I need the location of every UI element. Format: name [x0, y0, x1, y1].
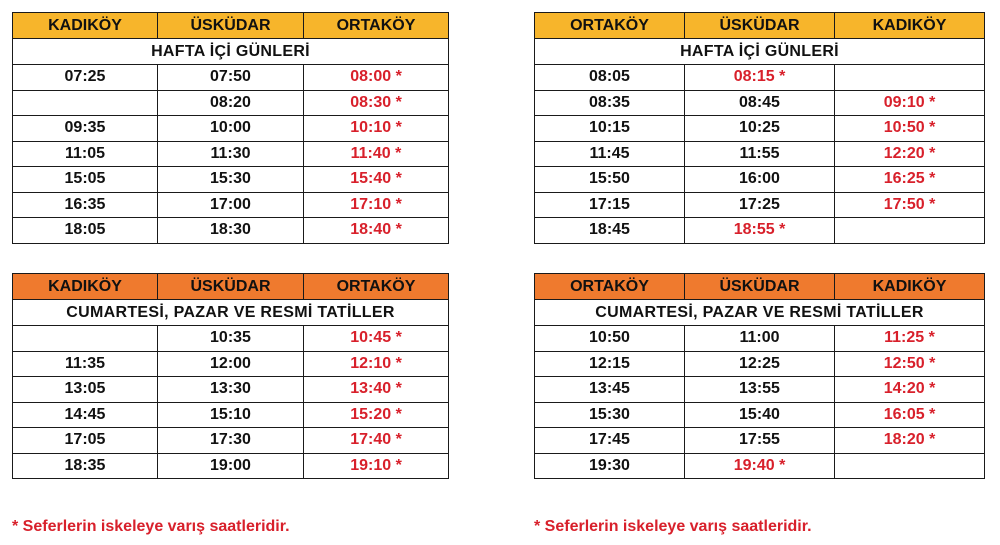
departure-time-cell: 19:00: [158, 453, 304, 479]
schedule-title: HAFTA İÇİ GÜNLERİ: [13, 39, 449, 65]
arrival-time-cell: 19:40 *: [685, 453, 835, 479]
arrival-time-cell: 15:20 *: [304, 402, 449, 428]
arrival-time-cell: 18:20 *: [835, 428, 985, 454]
departure-time-cell: 17:45: [535, 428, 685, 454]
departure-time-cell: [13, 90, 158, 116]
departure-time-cell: 17:30: [158, 428, 304, 454]
arrival-time-cell: 11:40 *: [304, 141, 449, 167]
arrival-footnote-left: * Seferlerin iskeleye varış saatleridir.: [12, 518, 290, 535]
weekend-ortakoy-kadikoy-table: [534, 273, 985, 479]
table-row: [535, 218, 985, 244]
arrival-time-cell: 10:50 *: [835, 116, 985, 142]
departure-time-cell: 07:50: [158, 65, 304, 91]
column-header: KADIKÖY: [13, 13, 158, 39]
departure-time-cell: 14:45: [13, 402, 158, 428]
departure-time-cell: 08:05: [535, 65, 685, 91]
departure-time-cell: 15:30: [535, 402, 685, 428]
table-row: [13, 90, 449, 116]
arrival-footnote-right: * Seferlerin iskeleye varış saatleridir.: [534, 518, 812, 535]
arrival-time-cell: 10:10 *: [304, 116, 449, 142]
departure-time-cell: 18:05: [13, 218, 158, 244]
arrival-time-cell: 08:00 *: [304, 65, 449, 91]
schedule-title: HAFTA İÇİ GÜNLERİ: [535, 39, 985, 65]
departure-time-cell: 07:25: [13, 65, 158, 91]
arrival-time-cell: 15:40 *: [304, 167, 449, 193]
departure-time-cell: 11:05: [13, 141, 158, 167]
departure-time-cell: 17:55: [685, 428, 835, 454]
arrival-time-cell: 12:20 *: [835, 141, 985, 167]
arrival-time-cell: 11:25 *: [835, 326, 985, 352]
header-row: [535, 13, 985, 39]
column-header: ORTAKÖY: [304, 13, 449, 39]
departure-time-cell: 15:10: [158, 402, 304, 428]
departure-time-cell: 11:45: [535, 141, 685, 167]
arrival-time-cell: 17:10 *: [304, 192, 449, 218]
table-row: [13, 167, 449, 193]
departure-time-cell: 08:35: [535, 90, 685, 116]
arrival-time-cell: 12:10 *: [304, 351, 449, 377]
column-header: ÜSKÜDAR: [685, 274, 835, 300]
departure-time-cell: 10:35: [158, 326, 304, 352]
arrival-time-cell: 09:10 *: [835, 90, 985, 116]
schedule-title: CUMARTESİ, PAZAR VE RESMİ TATİLLER: [13, 300, 449, 326]
table-row: [535, 453, 985, 479]
departure-time-cell: 08:45: [685, 90, 835, 116]
departure-time-cell: 10:50: [535, 326, 685, 352]
table-row: [535, 90, 985, 116]
arrival-time-cell: 08:15 *: [685, 65, 835, 91]
table-row: [535, 167, 985, 193]
departure-time-cell: [835, 453, 985, 479]
arrival-time-cell: 10:45 *: [304, 326, 449, 352]
table-row: [13, 402, 449, 428]
table-row: [13, 453, 449, 479]
arrival-time-cell: 14:20 *: [835, 377, 985, 403]
departure-time-cell: 13:55: [685, 377, 835, 403]
departure-time-cell: 17:25: [685, 192, 835, 218]
table-row: [535, 326, 985, 352]
header-row: [13, 274, 449, 300]
schedule-title-row: [13, 39, 449, 65]
arrival-time-cell: 19:10 *: [304, 453, 449, 479]
departure-time-cell: 12:00: [158, 351, 304, 377]
departure-time-cell: 15:50: [535, 167, 685, 193]
column-header: ÜSKÜDAR: [685, 13, 835, 39]
column-header: ÜSKÜDAR: [158, 13, 304, 39]
header-row: [535, 274, 985, 300]
table-row: [535, 351, 985, 377]
departure-time-cell: 17:05: [13, 428, 158, 454]
arrival-time-cell: 18:40 *: [304, 218, 449, 244]
departure-time-cell: [835, 65, 985, 91]
departure-time-cell: 13:05: [13, 377, 158, 403]
departure-time-cell: 11:35: [13, 351, 158, 377]
arrival-time-cell: 13:40 *: [304, 377, 449, 403]
table-row: [13, 428, 449, 454]
column-header: ORTAKÖY: [304, 274, 449, 300]
table-row: [13, 377, 449, 403]
table-row: [13, 65, 449, 91]
table-row: [13, 326, 449, 352]
table-row: [13, 351, 449, 377]
column-header: KADIKÖY: [835, 274, 985, 300]
weekend-kadikoy-ortakoy-table: [12, 273, 449, 479]
departure-time-cell: 13:45: [535, 377, 685, 403]
table-row: [13, 141, 449, 167]
schedule-title-row: [535, 39, 985, 65]
table-row: [13, 192, 449, 218]
departure-time-cell: 10:15: [535, 116, 685, 142]
departure-time-cell: 08:20: [158, 90, 304, 116]
column-header: ORTAKÖY: [535, 274, 685, 300]
departure-time-cell: 16:00: [685, 167, 835, 193]
column-header: KADIKÖY: [13, 274, 158, 300]
table-row: [535, 402, 985, 428]
schedule-title-row: [535, 300, 985, 326]
column-header: ÜSKÜDAR: [158, 274, 304, 300]
table-row: [535, 377, 985, 403]
arrival-time-cell: 18:55 *: [685, 218, 835, 244]
arrival-time-cell: 16:05 *: [835, 402, 985, 428]
departure-time-cell: 17:15: [535, 192, 685, 218]
departure-time-cell: 11:55: [685, 141, 835, 167]
table-row: [535, 116, 985, 142]
departure-time-cell: 12:25: [685, 351, 835, 377]
schedule-title: CUMARTESİ, PAZAR VE RESMİ TATİLLER: [535, 300, 985, 326]
arrival-time-cell: 08:30 *: [304, 90, 449, 116]
departure-time-cell: 16:35: [13, 192, 158, 218]
table-row: [535, 141, 985, 167]
table-row: [535, 65, 985, 91]
departure-time-cell: 11:30: [158, 141, 304, 167]
departure-time-cell: 18:45: [535, 218, 685, 244]
departure-time-cell: 09:35: [13, 116, 158, 142]
departure-time-cell: 10:25: [685, 116, 835, 142]
departure-time-cell: 18:35: [13, 453, 158, 479]
departure-time-cell: 15:05: [13, 167, 158, 193]
table-row: [535, 428, 985, 454]
arrival-time-cell: 17:40 *: [304, 428, 449, 454]
departure-time-cell: [835, 218, 985, 244]
weekday-kadikoy-ortakoy-table: [12, 12, 449, 244]
header-row: [13, 13, 449, 39]
departure-time-cell: 10:00: [158, 116, 304, 142]
departure-time-cell: 12:15: [535, 351, 685, 377]
weekday-ortakoy-kadikoy-table: [534, 12, 985, 244]
departure-time-cell: 17:00: [158, 192, 304, 218]
departure-time-cell: 18:30: [158, 218, 304, 244]
schedule-title-row: [13, 300, 449, 326]
departure-time-cell: 15:40: [685, 402, 835, 428]
departure-time-cell: 19:30: [535, 453, 685, 479]
departure-time-cell: 13:30: [158, 377, 304, 403]
table-row: [535, 192, 985, 218]
arrival-time-cell: 16:25 *: [835, 167, 985, 193]
column-header: KADIKÖY: [835, 13, 985, 39]
arrival-time-cell: 12:50 *: [835, 351, 985, 377]
table-row: [13, 116, 449, 142]
departure-time-cell: [13, 326, 158, 352]
departure-time-cell: 15:30: [158, 167, 304, 193]
column-header: ORTAKÖY: [535, 13, 685, 39]
arrival-time-cell: 17:50 *: [835, 192, 985, 218]
departure-time-cell: 11:00: [685, 326, 835, 352]
table-row: [13, 218, 449, 244]
